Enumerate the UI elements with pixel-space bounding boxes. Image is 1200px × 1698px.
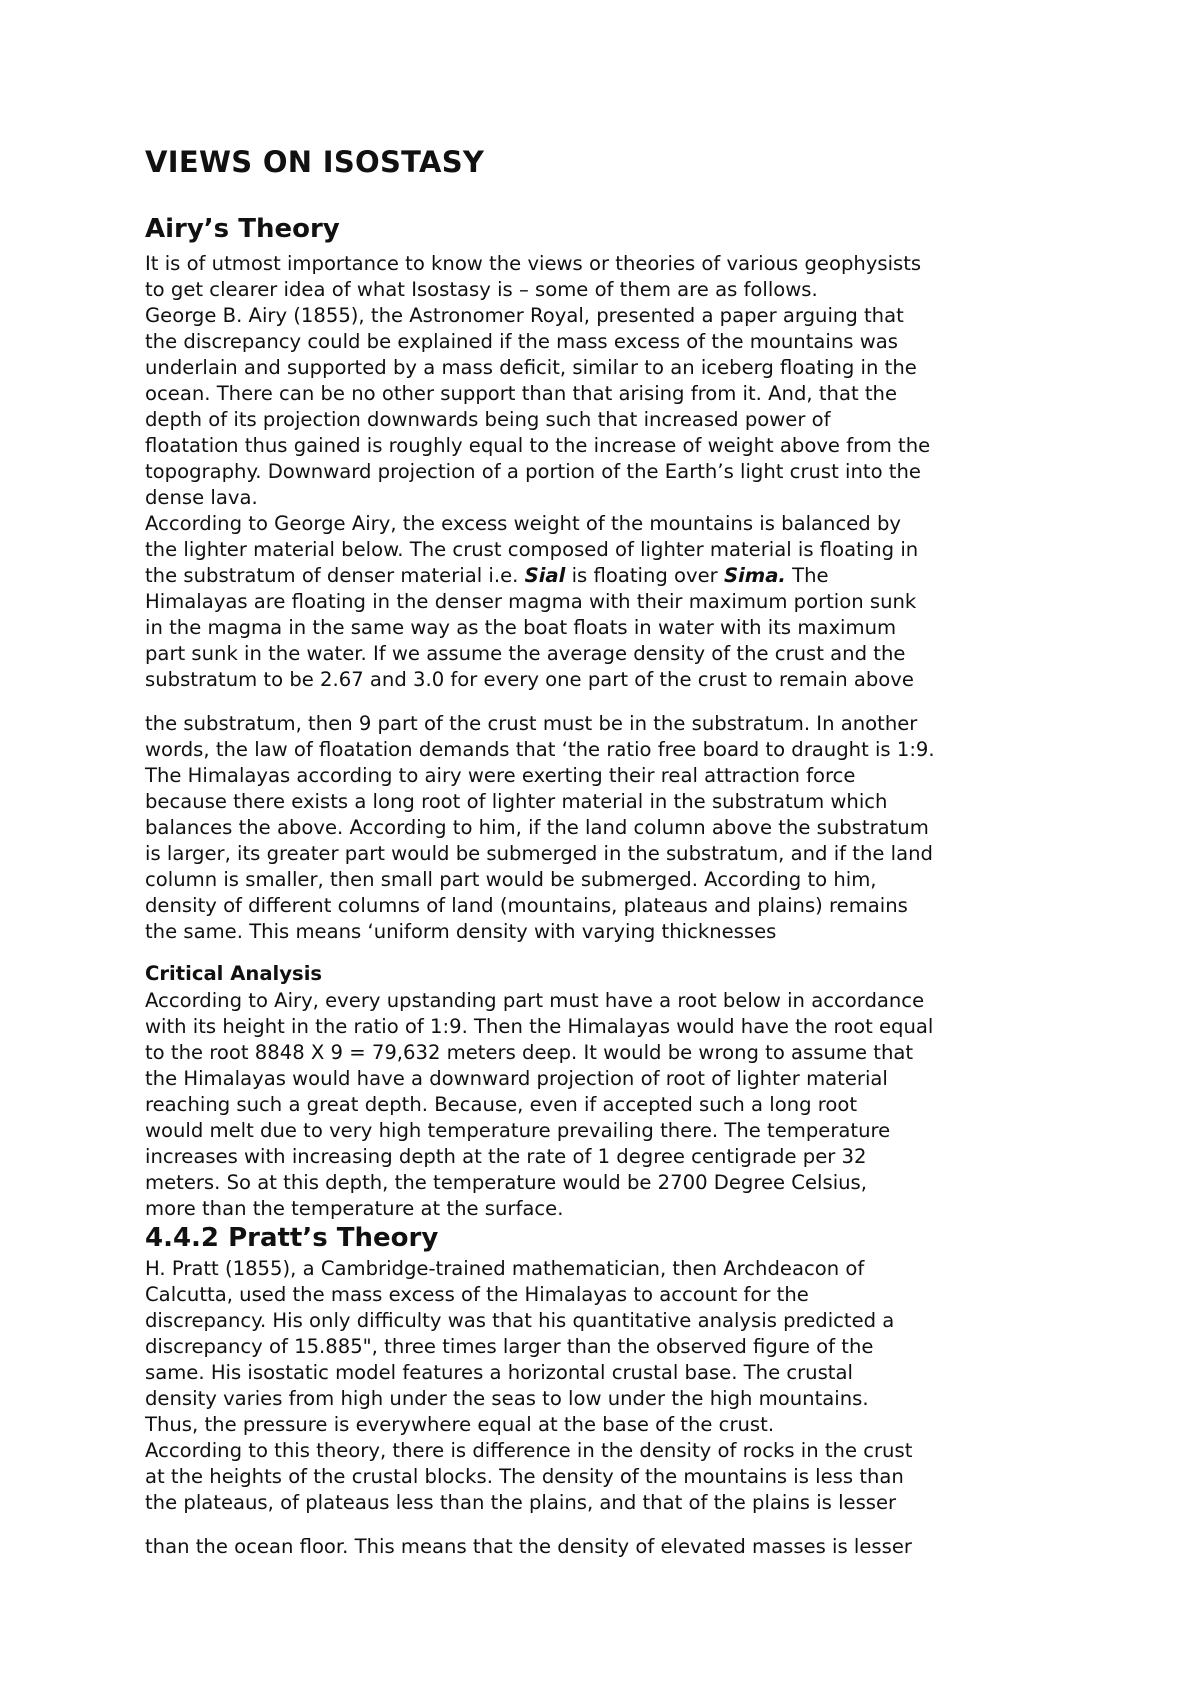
- pratt-text-line: the plateaus, of plateaus less than the plains, and that of the plains is lesser: [145, 1491, 897, 1514]
- airy-text-line: topography. Downward projection of a portion of the Earth’s light crust into the: [145, 460, 921, 483]
- critical-text-line: more than the temperature at the surface.: [145, 1197, 564, 1220]
- airy-text-line: density of different columns of land (mountains, plateaus and plains) remains: [145, 894, 908, 917]
- airy-text-line: substratum to be 2.67 and 3.0 for every one part of the crust to remain above: [145, 668, 914, 691]
- sial-term: Sial: [524, 564, 566, 587]
- airy-text-line: balances the above. According to him, if the land column above the substratum: [145, 816, 929, 839]
- airy-text-line: part sunk in the water. If we assume the average density of the crust and the: [145, 642, 906, 665]
- airy-text-line: the lighter material below. The crust composed of lighter material is floating in: [145, 538, 919, 561]
- pratt-text-line: discrepancy of 15.885", three times larger than the observed figure of the: [145, 1335, 874, 1358]
- sial-line-pre: the substratum of denser material i.e.: [145, 564, 525, 587]
- pratt-text-line: same. His isostatic model features a horizontal crustal base. The crustal: [145, 1361, 853, 1384]
- sial-line-post: The: [785, 564, 829, 587]
- airy-text-line: ocean. There can be no other support than that arising from it. And, that the: [145, 382, 898, 405]
- airy-text-line: is larger, its greater part would be submerged in the substratum, and if the land: [145, 842, 933, 865]
- airy-text-line: According to George Airy, the excess weight of the mountains is balanced by: [145, 512, 902, 535]
- airy-text-line: column is smaller, then small part would be submerged. According to him,: [145, 868, 877, 891]
- pratt-text-line: According to this theory, there is difference in the density of rocks in the crust: [145, 1439, 913, 1462]
- critical-text-line: with its height in the ratio of 1:9. Then the Himalayas would have the root equal: [145, 1015, 934, 1038]
- airy-text-line: It is of utmost importance to know the views or theories of various geophysists: [145, 252, 922, 275]
- pratt-theory-heading: 4.4.2 Pratt’s Theory: [145, 1223, 439, 1253]
- critical-text-line: According to Airy, every upstanding part must have a root below in accordance: [145, 989, 925, 1012]
- sial-line-mid: is floating over: [565, 564, 724, 587]
- airy-text-line: Himalayas are floating in the denser magma with their maximum portion sunk: [145, 590, 917, 613]
- pratt-text-line: Thus, the pressure is everywhere equal at the base of the crust.: [145, 1413, 775, 1436]
- airy-text-line: because there exists a long root of lighter material in the substratum which: [145, 790, 888, 813]
- critical-text-line: would melt due to very high temperature prevailing there. The temperature: [145, 1119, 891, 1142]
- pratt-text-line: discrepancy. His only difficulty was that his quantitative analysis predicted a: [145, 1309, 895, 1332]
- airy-text-line: The Himalayas according to airy were exerting their real attraction force: [145, 764, 856, 787]
- pratt-text-line: density varies from high under the seas to low under the high mountains.: [145, 1387, 869, 1410]
- airy-text-line: words, the law of floatation demands that ‘the ratio free board to draught is 1:9.: [145, 738, 935, 761]
- critical-text-line: meters. So at this depth, the temperature would be 2700 Degree Celsius,: [145, 1171, 867, 1194]
- critical-analysis-heading: Critical Analysis: [145, 962, 323, 985]
- airy-text-line: underlain and supported by a mass deficit, similar to an iceberg floating in the: [145, 356, 917, 379]
- airy-theory-heading: Airy’s Theory: [145, 214, 340, 244]
- airy-text-line: George B. Airy (1855), the Astronomer Royal, presented a paper arguing that: [145, 304, 904, 327]
- airy-text-line: the substratum, then 9 part of the crust must be in the substratum. In another: [145, 712, 918, 735]
- airy-text-line: dense lava.: [145, 486, 258, 509]
- pratt-text-line: at the heights of the crustal blocks. The density of the mountains is less than: [145, 1465, 904, 1488]
- airy-text-line: in the magma in the same way as the boat floats in water with its maximum: [145, 616, 897, 639]
- sima-term: Sima.: [723, 564, 786, 587]
- airy-text-line: the same. This means ‘uniform density with varying thicknesses: [145, 920, 777, 943]
- pratt-text-line: Calcutta, used the mass excess of the Himalayas to account for the: [145, 1283, 809, 1306]
- airy-text-line: depth of its projection downwards being such that increased power of: [145, 408, 831, 431]
- airy-text-line: the discrepancy could be explained if the mass excess of the mountains was: [145, 330, 898, 353]
- airy-text-line: floatation thus gained is roughly equal to the increase of weight above from the: [145, 434, 931, 457]
- pratt-text-line: H. Pratt (1855), a Cambridge-trained mathematician, then Archdeacon of: [145, 1257, 865, 1280]
- pratt-text-line: than the ocean floor. This means that the density of elevated masses is lesser: [145, 1535, 912, 1558]
- critical-text-line: increases with increasing depth at the rate of 1 degree centigrade per 32: [145, 1145, 867, 1168]
- critical-text-line: the Himalayas would have a downward projection of root of lighter material: [145, 1067, 888, 1090]
- critical-text-line: reaching such a great depth. Because, even if accepted such a long root: [145, 1093, 858, 1116]
- airy-text-line: to get clearer idea of what Isostasy is – some of them are as follows.: [145, 278, 818, 301]
- document-title: VIEWS ON ISOSTASY: [145, 145, 485, 179]
- critical-text-line: to the root 8848 X 9 = 79,632 meters deep. It would be wrong to assume that: [145, 1041, 914, 1064]
- airy-sial-sima-line: [145, 563, 829, 589]
